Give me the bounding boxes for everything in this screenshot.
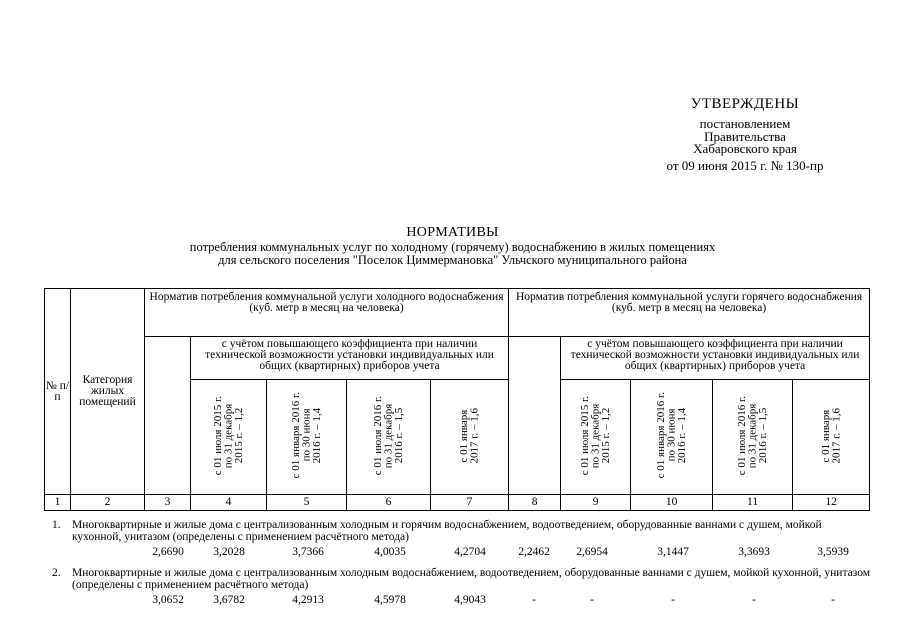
value-cell: 3,0652 — [152, 594, 184, 606]
value-cell: - — [752, 594, 756, 606]
column-number: 9 — [561, 495, 631, 511]
data-sections — [52, 520, 872, 616]
approval-title: УТВЕРЖДЕНЫ — [690, 96, 800, 112]
column-number: 6 — [347, 495, 431, 511]
header-category: Категория жилых помещений — [71, 289, 145, 495]
approval-line-1: постановлением — [699, 116, 791, 131]
value-cell: 4,5978 — [374, 594, 406, 606]
value-cell: 4,2913 — [292, 594, 324, 606]
approval-line-3: Хабаровского края — [693, 141, 797, 156]
header-period-cold-2: с 01 января 2016 г. по 30 июня 2016 г. – 1,4 — [267, 380, 347, 495]
header-period-hot-3: с 01 июля 2016 г. по 31 декабря 2016 г. – 1,5 — [713, 380, 793, 495]
header-period-hot-1: с 01 июля 2015 г. по 31 декабря 2015 г. – 1,2 — [561, 380, 631, 495]
value-cell: 4,2704 — [454, 546, 486, 558]
value-cell: 3,6782 — [213, 594, 245, 606]
header-hot-water: Норматив потребления коммунальной услуги горячего водоснабжения (куб. метр в месяц на человека) — [509, 289, 870, 337]
column-number: 4 — [191, 495, 267, 511]
header-hot-base — [509, 337, 561, 495]
column-number: 2 — [71, 495, 145, 511]
column-number: 11 — [713, 495, 793, 511]
value-cell: 2,2462 — [518, 546, 550, 558]
value-cell: 2,6954 — [576, 546, 608, 558]
section-1 — [52, 520, 872, 543]
column-number: 10 — [631, 495, 713, 511]
column-number: 7 — [431, 495, 509, 511]
section-2 — [52, 568, 872, 591]
approval-date: от 09 июня 2015 г. № 130-пр — [666, 157, 824, 173]
header-hot-coefficient: с учётом повышающего коэффициента при наличии технической возможности установки индивидуальных или общих (квартирных) приборов учета — [561, 337, 870, 380]
header-period-hot-4: с 01 января 2017 г. – 1,6 — [793, 380, 870, 495]
value-cell: 3,1447 — [657, 546, 689, 558]
header-period-hot-2: с 01 января 2016 г. по 30 июня 2016 г. – 1,4 — [631, 380, 713, 495]
value-cell: - — [532, 594, 536, 606]
column-number: 3 — [145, 495, 191, 511]
value-cell: 2,6690 — [152, 546, 184, 558]
value-cell: - — [831, 594, 835, 606]
column-number: 8 — [509, 495, 561, 511]
value-cell: 3,5939 — [817, 546, 849, 558]
column-number: 5 — [267, 495, 347, 511]
header-number: № п/п — [45, 289, 71, 495]
subtitle-line-1: потребления коммунальных услуг по холодному (горячему) водоснабжению в жилых помещениях — [189, 240, 716, 254]
header-cold-coefficient: с учётом повышающего коэффициента при наличии технической возможности установки индивидуальных или общих (квартирных) приборов учета — [191, 337, 509, 380]
value-cell: 3,3693 — [738, 546, 770, 558]
approval-block — [630, 96, 860, 172]
section-index: 2. — [52, 567, 61, 579]
value-cell: - — [590, 594, 594, 606]
header-period-cold-4: с 01 января 2017 г. – 1,6 — [431, 380, 509, 495]
header-cold-base — [145, 337, 191, 495]
header-period-cold-1: с 01 июля 2015 г. по 31 декабря 2015 г. – 1,2 — [191, 380, 267, 495]
header-cold-water: Норматив потребления коммунальной услуги холодного водоснабжения (куб. метр в месяц на человека) — [145, 289, 509, 337]
section-2-values — [52, 594, 872, 612]
value-cell: - — [671, 594, 675, 606]
subtitle-line-2: для сельского поселения "Поселок Циммермановка" Ульчского муниципального района — [218, 253, 687, 267]
column-number: 1 — [45, 495, 71, 511]
column-number: 12 — [793, 495, 870, 511]
section-description: Многоквартирные и жилые дома с централизованным холодным и горячим водоснабжением, водоотведением, оборудованные ваннами с душем, мойкой кухонной, унитазом (определены с применением расчётного метода) — [72, 519, 822, 543]
section-index: 1. — [52, 519, 61, 531]
document-subtitle — [0, 241, 905, 267]
section-description: Многоквартирные и жилые дома с централизованным холодным водоснабжением, водоотведением, оборудованные ваннами с душем, мойкой кухонной, унитазом (определены с применением расчётного метода) — [72, 567, 871, 591]
section-1-values — [52, 546, 872, 564]
column-number-row — [45, 495, 870, 511]
approval-line-2: Правительства — [704, 128, 786, 144]
norms-table — [44, 288, 870, 511]
value-cell: 3,2028 — [213, 546, 245, 558]
document-title: НОРМАТИВЫ — [406, 225, 499, 240]
value-cell: 4,9043 — [454, 594, 486, 606]
value-cell: 3,7366 — [292, 546, 324, 558]
header-period-cold-3: с 01 июля 2016 г. по 31 декабря 2016 г. – 1,5 — [347, 380, 431, 495]
value-cell: 4,0035 — [374, 546, 406, 558]
